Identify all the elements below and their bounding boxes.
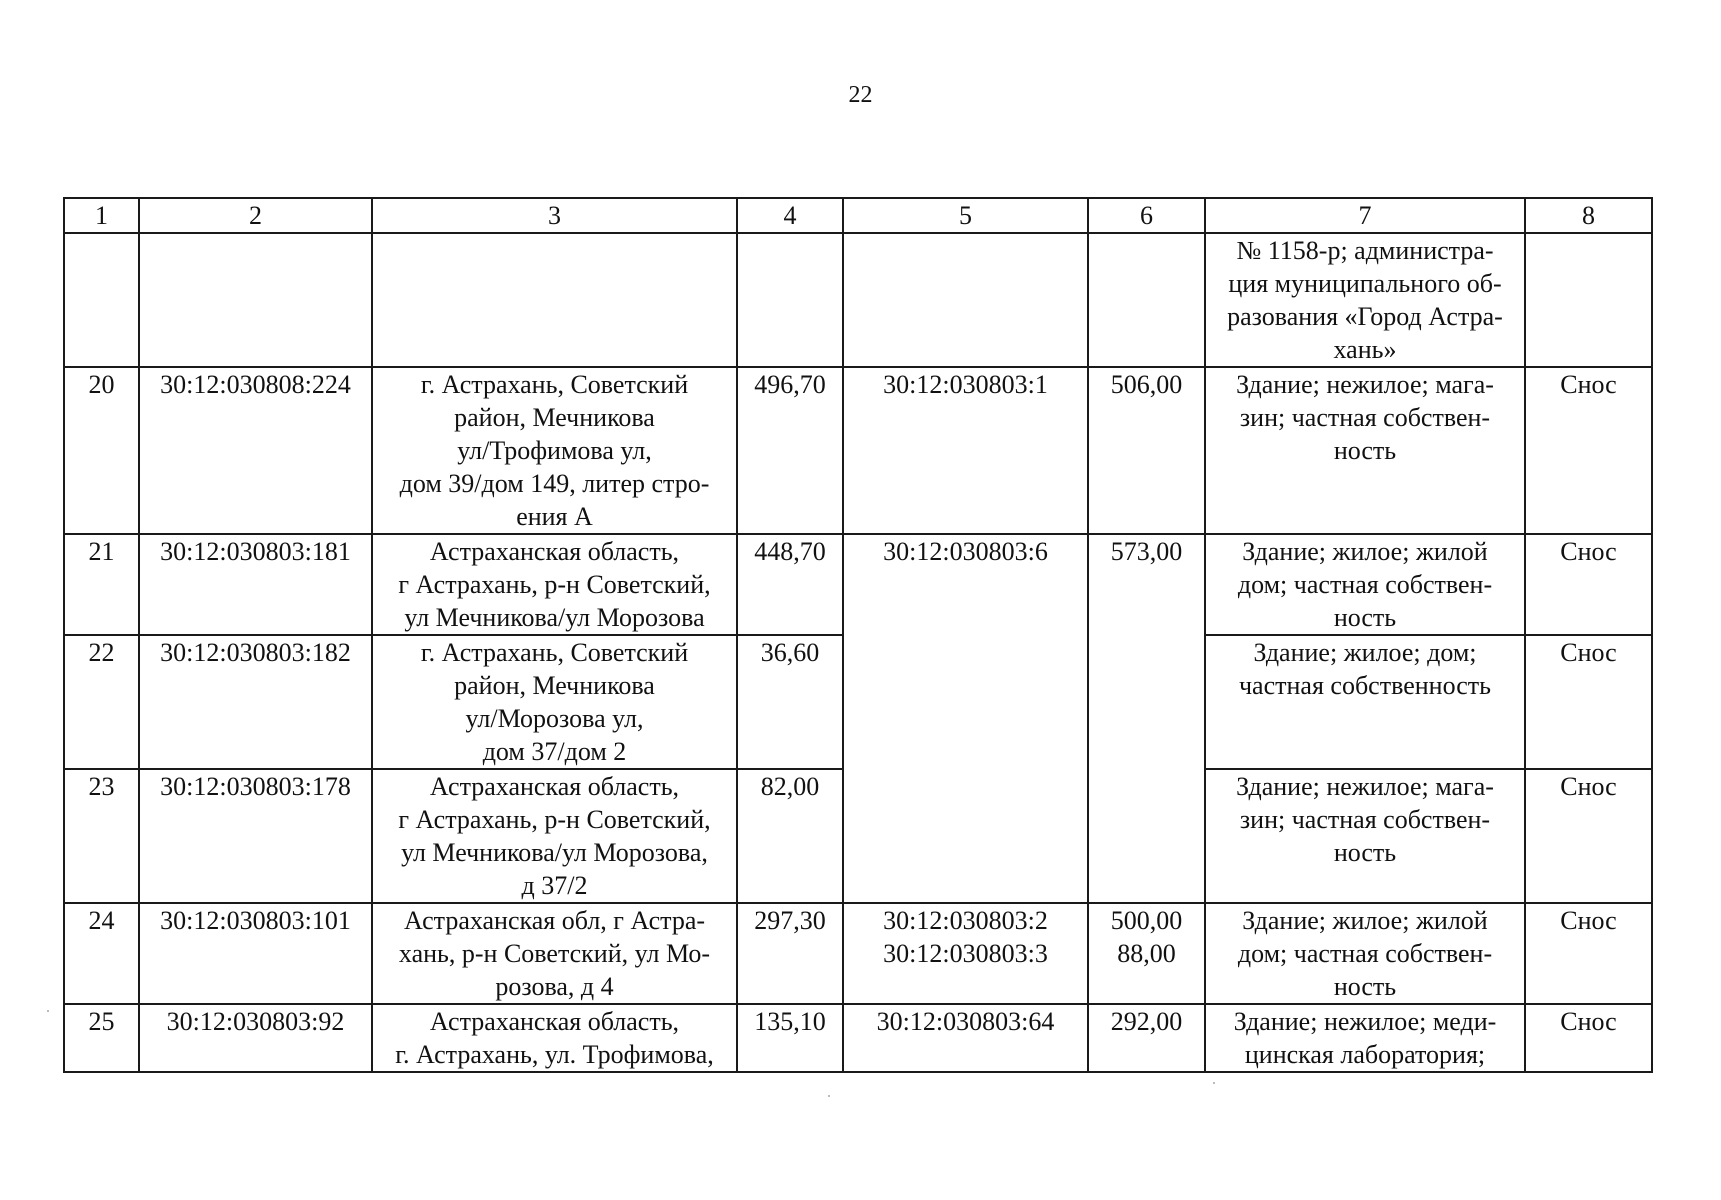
column-header: 4 <box>737 198 843 233</box>
table-row <box>64 903 1652 1004</box>
address-cell: г. Астрахань, Советский район, Мечникова ул/Морозова ул, дом 37/дом 2 <box>372 635 737 769</box>
action-cell: Снос <box>1525 1004 1652 1072</box>
scan-speck <box>1213 1082 1215 1084</box>
cadastral-number-cell: 30:12:030803:181 <box>139 534 372 635</box>
page-number: 22 <box>848 82 873 108</box>
land-plot-cell: 30:12:030803:2 30:12:030803:3 <box>843 903 1088 1004</box>
cadastral-number-cell <box>139 233 372 367</box>
action-cell <box>1525 233 1652 367</box>
land-plot-cell: 30:12:030803:1 <box>843 367 1088 534</box>
address-cell: Астраханская область, г Астрахань, р-н Советский, ул Мечникова/ул Морозова, д 37/2 <box>372 769 737 903</box>
action-cell: Снос <box>1525 903 1652 1004</box>
address-cell <box>372 233 737 367</box>
cadastral-number-cell: 30:12:030808:224 <box>139 367 372 534</box>
cadastral-number-cell: 30:12:030803:182 <box>139 635 372 769</box>
area-cell: 448,70 <box>737 534 843 635</box>
table-row-continuation <box>64 233 1652 367</box>
area-cell <box>737 233 843 367</box>
row-number-cell: 24 <box>64 903 139 1004</box>
description-cell: Здание; нежилое; меди- цинская лаборатория; <box>1205 1004 1525 1072</box>
address-cell: г. Астрахань, Советский район, Мечникова ул/Трофимова ул, дом 39/дом 149, литер стро- ения А <box>372 367 737 534</box>
action-cell: Снос <box>1525 635 1652 769</box>
description-cell: Здание; жилое; жилой дом; частная собствен- ность <box>1205 903 1525 1004</box>
description-cell: Здание; жилое; жилой дом; частная собствен- ность <box>1205 534 1525 635</box>
row-number-cell: 25 <box>64 1004 139 1072</box>
address-cell: Астраханская область, г. Астрахань, ул. Трофимова, <box>372 1004 737 1072</box>
land-plot-cell <box>843 233 1088 367</box>
scan-speck <box>828 1095 830 1097</box>
description-cell: Здание; нежилое; мага- зин; частная собствен- ность <box>1205 367 1525 534</box>
cadastral-number-cell: 30:12:030803:92 <box>139 1004 372 1072</box>
column-header: 2 <box>139 198 372 233</box>
action-cell: Снос <box>1525 534 1652 635</box>
area-cell: 135,10 <box>737 1004 843 1072</box>
land-area-cell: 506,00 <box>1088 367 1205 534</box>
row-number-cell: 20 <box>64 367 139 534</box>
column-header: 1 <box>64 198 139 233</box>
table-row <box>64 534 1652 635</box>
area-cell: 36,60 <box>737 635 843 769</box>
area-cell: 82,00 <box>737 769 843 903</box>
address-cell: Астраханская область, г Астрахань, р-н Советский, ул Мечникова/ул Морозова <box>372 534 737 635</box>
description-cell: № 1158-р; администра- ция муниципального об- разования «Город Астра- хань» <box>1205 233 1525 367</box>
row-number-cell <box>64 233 139 367</box>
cadastral-number-cell: 30:12:030803:178 <box>139 769 372 903</box>
column-header: 6 <box>1088 198 1205 233</box>
action-cell: Снос <box>1525 769 1652 903</box>
table-row <box>64 367 1652 534</box>
land-area-cell: 500,00 88,00 <box>1088 903 1205 1004</box>
column-header: 3 <box>372 198 737 233</box>
area-cell: 297,30 <box>737 903 843 1004</box>
column-header: 5 <box>843 198 1088 233</box>
address-cell: Астраханская обл, г Астра- хань, р-н Советский, ул Мо- розова, д 4 <box>372 903 737 1004</box>
action-cell: Снос <box>1525 367 1652 534</box>
area-cell: 496,70 <box>737 367 843 534</box>
column-number-row <box>64 198 1652 233</box>
column-header: 8 <box>1525 198 1652 233</box>
scan-speck <box>47 1010 49 1012</box>
land-area-cell <box>1088 233 1205 367</box>
table-row <box>64 1004 1652 1072</box>
land-area-cell: 292,00 <box>1088 1004 1205 1072</box>
row-number-cell: 22 <box>64 635 139 769</box>
description-cell: Здание; нежилое; мага- зин; частная собствен- ность <box>1205 769 1525 903</box>
row-number-cell: 23 <box>64 769 139 903</box>
description-cell: Здание; жилое; дом; частная собственность <box>1205 635 1525 769</box>
land-area-cell: 573,00 <box>1088 534 1205 903</box>
column-header: 7 <box>1205 198 1525 233</box>
row-number-cell: 21 <box>64 534 139 635</box>
cadastral-number-cell: 30:12:030803:101 <box>139 903 372 1004</box>
land-plot-cell: 30:12:030803:6 <box>843 534 1088 903</box>
registry-table <box>63 197 1653 1073</box>
land-plot-cell: 30:12:030803:64 <box>843 1004 1088 1072</box>
